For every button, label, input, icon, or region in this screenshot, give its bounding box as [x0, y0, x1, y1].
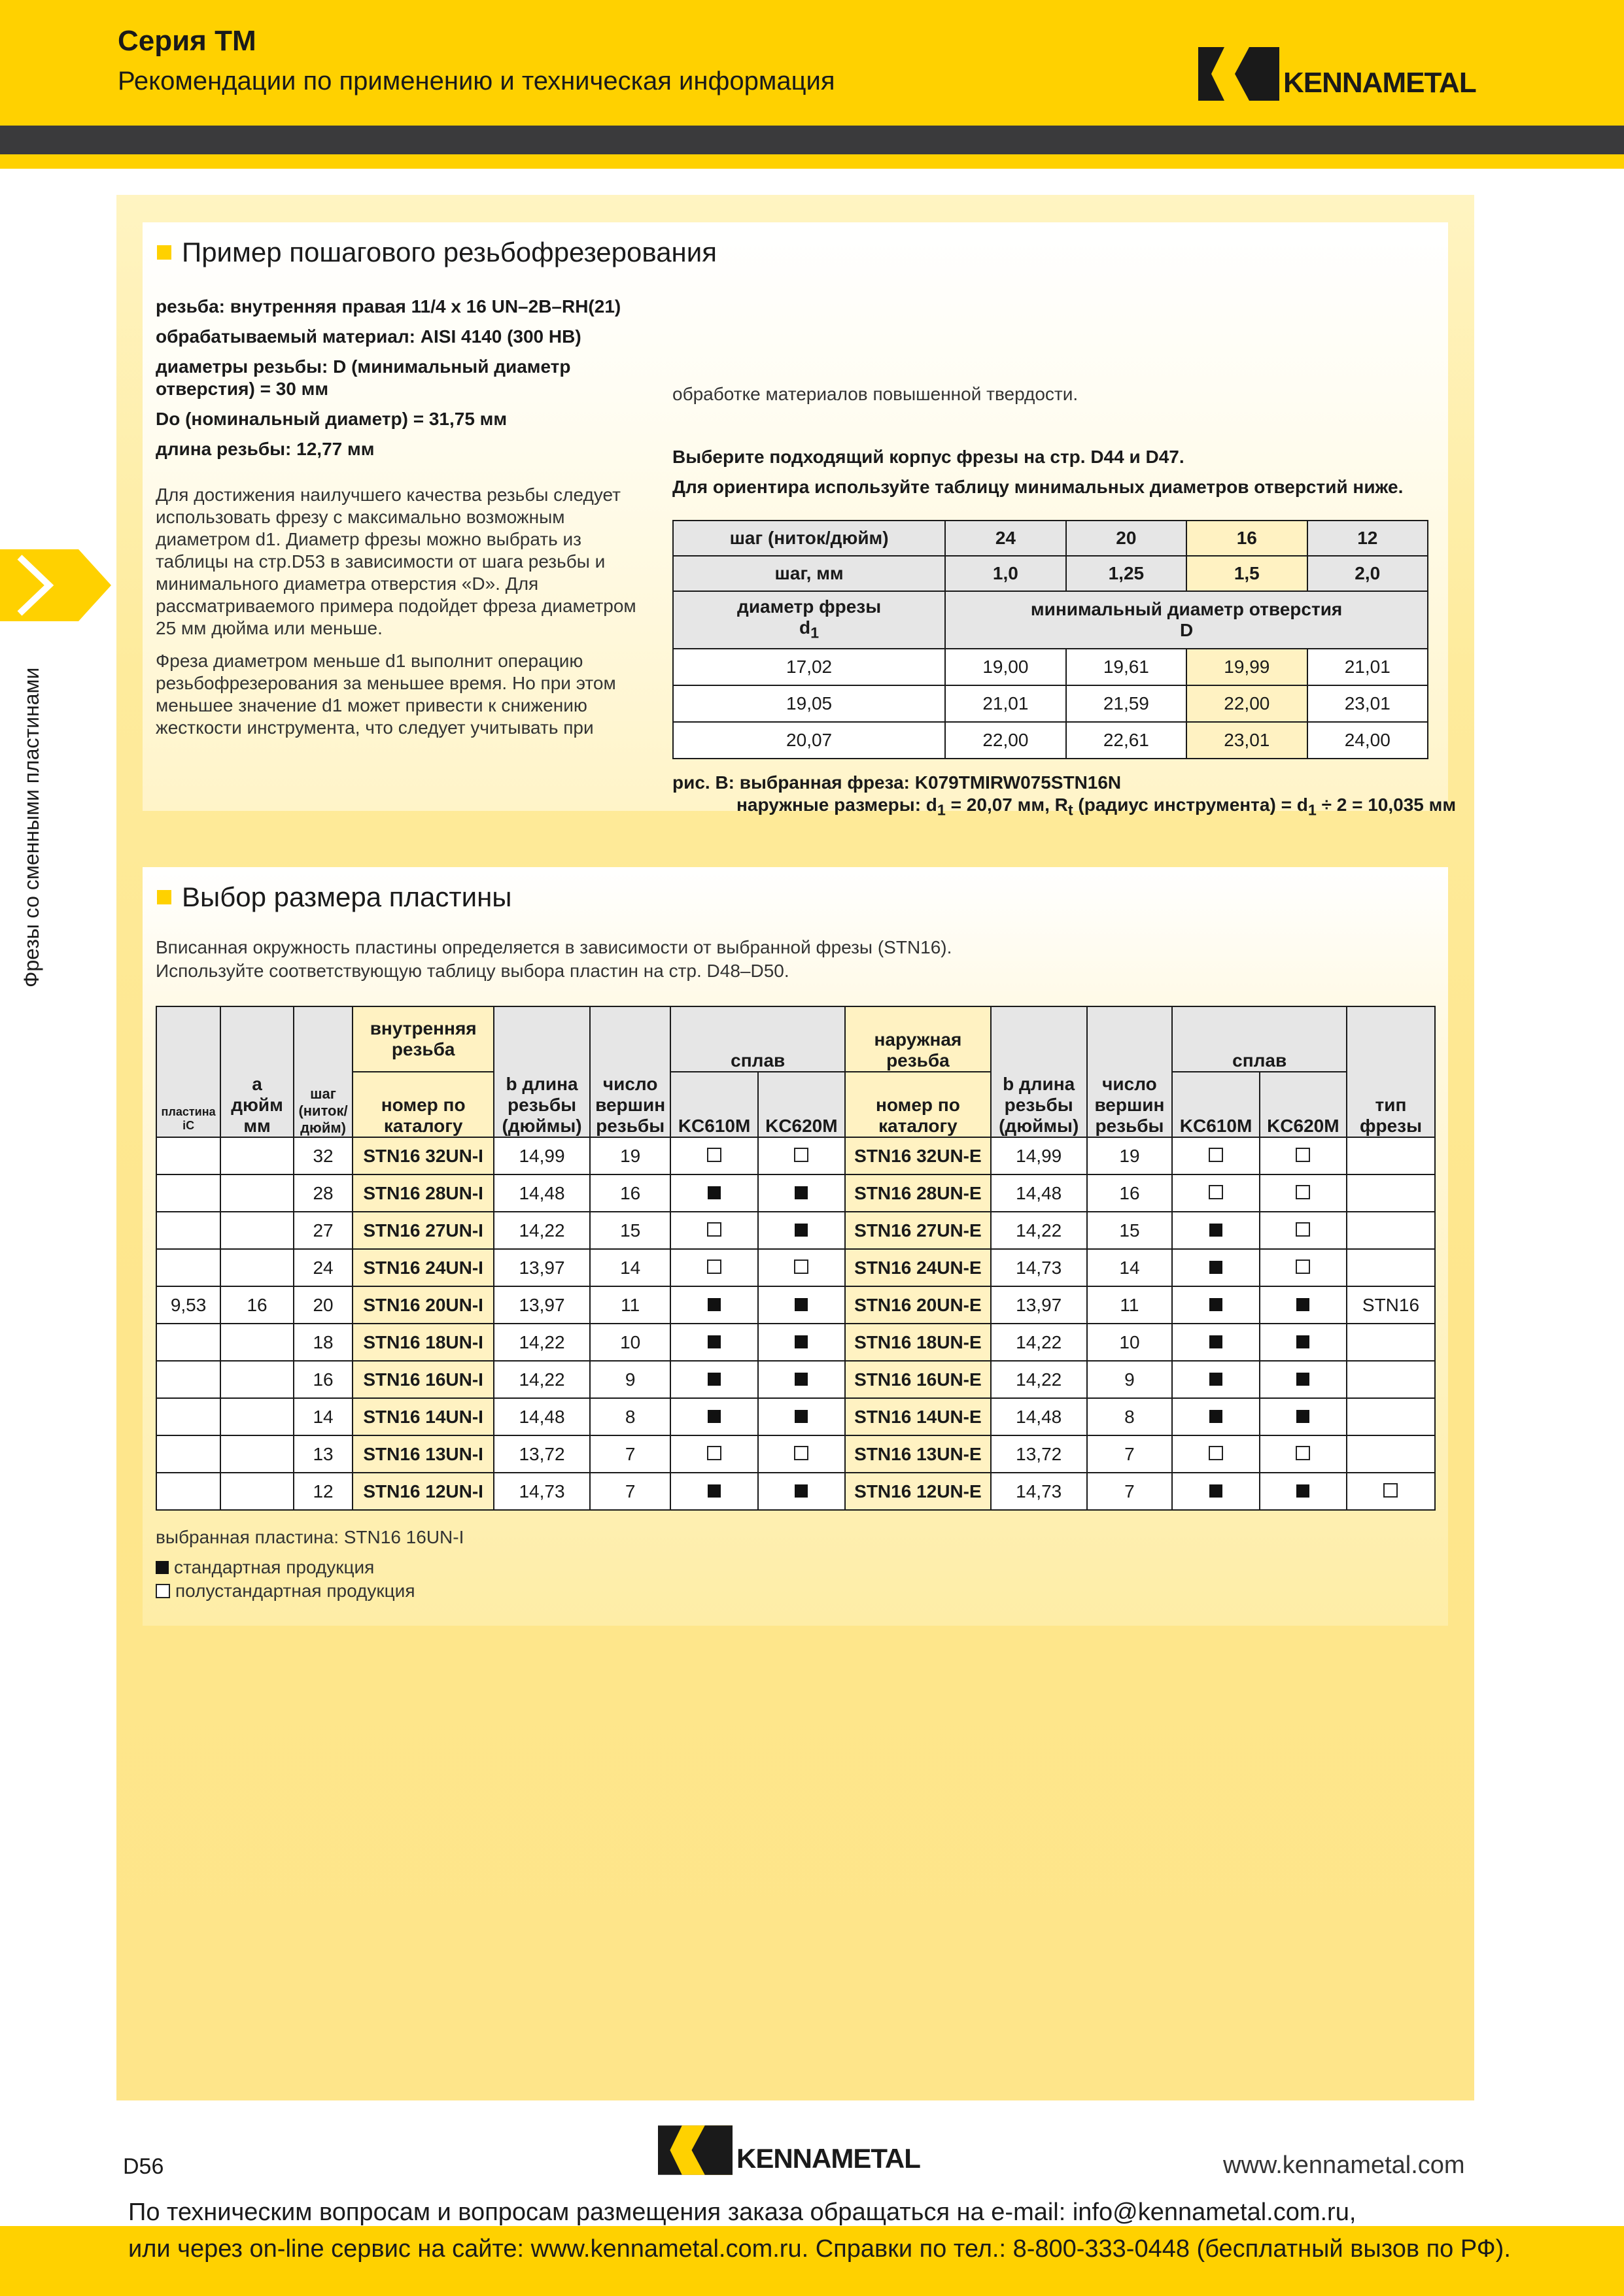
paragraph-2: Фреза диаметром меньше d1 выполнит операцию резьбофрезерования за меньшее время. Но при этом меньшее значение d1 может привести к снижению жесткости инструмента, что следует учитывать при	[156, 651, 616, 738]
cutter-type-cell	[1347, 1174, 1435, 1212]
internal-crests-cell: 8	[590, 1398, 671, 1435]
kennametal-k-icon	[658, 2125, 733, 2175]
external-b-cell: 14,73	[991, 1473, 1087, 1510]
external-catalog-cell: STN16 12UN-E	[845, 1473, 991, 1510]
open-square-icon	[1209, 1148, 1223, 1162]
internal-catalog-cell: STN16 18UN-I	[353, 1324, 494, 1361]
filled-square-icon	[156, 1561, 169, 1574]
hdr-internal: внутренняя резьба	[353, 1006, 494, 1072]
hdr-pitch: шаг, мм	[673, 556, 945, 591]
filled-square-icon	[795, 1224, 808, 1237]
cutter-type-cell	[1347, 1249, 1435, 1286]
instruction-1: Выберите подходящий корпус фрезы на стр. D44 и D47.	[672, 447, 1184, 467]
a-cell	[220, 1137, 294, 1174]
website-link[interactable]: www.kennametal.com	[1223, 2151, 1465, 2179]
kennametal-k-icon	[1198, 47, 1279, 101]
table-row	[156, 1473, 1435, 1510]
hdr-kc620-external: KC620M	[1260, 1072, 1347, 1137]
ic-cell	[156, 1398, 220, 1435]
spec-material: обрабатываемый материал: AISI 4140 (300 HB)	[156, 326, 581, 347]
internal-kc610-cell	[670, 1473, 757, 1510]
internal-crests-cell: 10	[590, 1324, 671, 1361]
external-b-cell: 14,22	[991, 1324, 1087, 1361]
min-hole-table	[672, 520, 1428, 759]
tpi-20: 20	[1066, 521, 1186, 556]
external-catalog-cell: STN16 28UN-E	[845, 1174, 991, 1212]
value-cell: 19,00	[945, 649, 1065, 685]
external-catalog-cell: STN16 27UN-E	[845, 1212, 991, 1249]
open-square-icon	[794, 1259, 808, 1274]
external-b-cell: 14,48	[991, 1398, 1087, 1435]
internal-catalog-cell: STN16 27UN-I	[353, 1212, 494, 1249]
external-kc620-cell	[1260, 1324, 1347, 1361]
internal-catalog-cell: STN16 16UN-I	[353, 1361, 494, 1398]
internal-kc610-cell	[670, 1249, 757, 1286]
cutter-type-cell	[1347, 1361, 1435, 1398]
hdr-tpi: шаг (ниток/ дюйм)	[294, 1006, 353, 1137]
open-square-icon	[1209, 1185, 1223, 1199]
open-square-icon	[1383, 1483, 1398, 1498]
internal-crests-cell: 7	[590, 1435, 671, 1473]
ic-cell	[156, 1212, 220, 1249]
open-square-icon	[707, 1446, 721, 1460]
hdr-catalog-internal: номер по каталогу	[353, 1072, 494, 1137]
page-number: D56	[123, 2154, 164, 2179]
yellow-square-icon	[157, 245, 171, 260]
filled-square-icon	[795, 1373, 808, 1386]
external-b-cell: 14,22	[991, 1361, 1087, 1398]
footer-brand-wordmark: KENNAMETAL	[736, 2143, 920, 2174]
external-kc620-cell	[1260, 1435, 1347, 1473]
instruction-2: Для ориентира используйте таблицу минимальных диаметров отверстий ниже.	[672, 477, 1404, 497]
table-row	[156, 1398, 1435, 1435]
external-b-cell: 14,22	[991, 1212, 1087, 1249]
open-square-icon	[707, 1148, 721, 1162]
open-square-icon	[794, 1148, 808, 1162]
filled-square-icon	[795, 1335, 808, 1348]
external-crests-cell: 7	[1087, 1473, 1173, 1510]
internal-b-cell: 14,99	[494, 1137, 590, 1174]
filled-square-icon	[1296, 1298, 1309, 1311]
hdr-cutter-text: диаметр фрезы	[737, 596, 882, 617]
tpi-24: 24	[945, 521, 1065, 556]
external-b-cell: 14,99	[991, 1137, 1087, 1174]
a-cell	[220, 1473, 294, 1510]
internal-b-cell: 13,97	[494, 1249, 590, 1286]
header-thin-bar	[0, 154, 1624, 169]
caption2-c: (радиус инструмента) = d	[1073, 795, 1308, 815]
internal-b-cell: 13,72	[494, 1435, 590, 1473]
pitch-1: 1,0	[945, 556, 1065, 591]
caption2-a: наружные размеры: d	[736, 795, 937, 815]
external-kc620-cell	[1260, 1473, 1347, 1510]
internal-kc620-cell	[758, 1361, 845, 1398]
open-square-icon	[1296, 1185, 1310, 1199]
external-crests-cell: 11	[1087, 1286, 1173, 1324]
value-cell: 21,01	[945, 685, 1065, 722]
paragraph-2-continued: обработке материалов повышенной твердости.	[672, 384, 1079, 404]
a-cell	[220, 1249, 294, 1286]
side-tab-label: Фрезы со сменными пластинами	[20, 667, 43, 987]
page-title: Серия TM	[118, 25, 256, 57]
open-square-icon	[1209, 1446, 1223, 1460]
hdr-kc610-internal: KC610M	[670, 1072, 757, 1137]
a-cell	[220, 1324, 294, 1361]
tpi-cell: 24	[294, 1249, 353, 1286]
external-kc620-cell	[1260, 1361, 1347, 1398]
internal-crests-cell: 7	[590, 1473, 671, 1510]
a-cell	[220, 1435, 294, 1473]
internal-kc620-cell	[758, 1324, 845, 1361]
external-crests-cell: 14	[1087, 1249, 1173, 1286]
external-catalog-cell: STN16 20UN-E	[845, 1286, 991, 1324]
internal-kc610-cell	[670, 1435, 757, 1473]
a-cell	[220, 1398, 294, 1435]
ic-cell: 9,53	[156, 1286, 220, 1324]
internal-kc620-cell	[758, 1212, 845, 1249]
table-row	[156, 1435, 1435, 1473]
filled-square-icon	[708, 1335, 721, 1348]
table-row	[156, 1137, 1435, 1174]
tpi-cell: 27	[294, 1212, 353, 1249]
filled-square-icon	[1209, 1373, 1222, 1386]
internal-kc610-cell	[670, 1324, 757, 1361]
filled-square-icon	[708, 1186, 721, 1199]
value-cell: 21,59	[1066, 685, 1186, 722]
d1-cell: 20,07	[673, 722, 945, 759]
external-kc620-cell	[1260, 1174, 1347, 1212]
open-square-icon	[707, 1222, 721, 1237]
ic-cell	[156, 1137, 220, 1174]
section2-intro-1: Вписанная окружность пластины определяется в зависимости от выбранной фрезы (STN16).	[156, 937, 952, 957]
section2-intro-2: Используйте соответствующую таблицу выбора пластин на стр. D48–D50.	[156, 961, 789, 981]
hdr-cutter-sym: d	[799, 617, 811, 638]
value-cell: 21,01	[1307, 649, 1428, 685]
figure-caption-2	[736, 794, 1456, 821]
open-square-icon	[1296, 1148, 1310, 1162]
cutter-type-cell	[1347, 1435, 1435, 1473]
external-crests-cell: 19	[1087, 1137, 1173, 1174]
internal-kc620-cell	[758, 1435, 845, 1473]
filled-square-icon	[1296, 1373, 1309, 1386]
cutter-type-cell	[1347, 1473, 1435, 1510]
external-kc610-cell	[1172, 1473, 1259, 1510]
internal-catalog-cell: STN16 12UN-I	[353, 1473, 494, 1510]
filled-square-icon	[708, 1373, 721, 1386]
hdr-kc610-external: KC610M	[1172, 1072, 1259, 1137]
internal-catalog-cell: STN16 32UN-I	[353, 1137, 494, 1174]
ic-cell	[156, 1435, 220, 1473]
hdr-cutter-dia	[673, 591, 945, 649]
caption2-d: ÷ 2 = 10,035 мм	[1316, 795, 1457, 815]
figure-caption-1: рис. B: выбранная фреза: K079TMIRW075STN16N	[672, 772, 1122, 793]
section1-title-text: Пример пошагового резьбофрезерования	[182, 237, 717, 267]
hdr-crests-internal: число вершин резьбы	[590, 1006, 671, 1137]
tpi-cell: 28	[294, 1174, 353, 1212]
internal-catalog-cell: STN16 13UN-I	[353, 1435, 494, 1473]
external-catalog-cell: STN16 32UN-E	[845, 1137, 991, 1174]
tpi-cell: 13	[294, 1435, 353, 1473]
filled-square-icon	[708, 1298, 721, 1311]
value-cell: 19,99	[1186, 649, 1307, 685]
external-kc610-cell	[1172, 1286, 1259, 1324]
spec-diameters: диаметры резьбы: D (минимальный диаметр отверстия) = 30 мм	[156, 356, 571, 399]
internal-kc610-cell	[670, 1398, 757, 1435]
value-cell: 23,01	[1186, 722, 1307, 759]
internal-crests-cell: 15	[590, 1212, 671, 1249]
external-kc620-cell	[1260, 1212, 1347, 1249]
tpi-cell: 12	[294, 1473, 353, 1510]
internal-kc620-cell	[758, 1174, 845, 1212]
filled-square-icon	[1209, 1298, 1222, 1311]
cutter-type-cell	[1347, 1212, 1435, 1249]
legend-semistandard	[156, 1580, 415, 1602]
ic-cell	[156, 1361, 220, 1398]
filled-square-icon	[795, 1186, 808, 1199]
filled-square-icon	[1209, 1261, 1222, 1274]
internal-kc620-cell	[758, 1249, 845, 1286]
section2-title	[157, 882, 511, 913]
internal-catalog-cell: STN16 24UN-I	[353, 1249, 494, 1286]
external-crests-cell: 8	[1087, 1398, 1173, 1435]
hdr-tpi: шаг (ниток/дюйм)	[673, 521, 945, 556]
external-kc620-cell	[1260, 1286, 1347, 1324]
internal-catalog-cell: STN16 14UN-I	[353, 1398, 494, 1435]
filled-square-icon	[1209, 1484, 1222, 1498]
table-row	[673, 649, 1428, 685]
hdr-min-dia	[945, 591, 1428, 649]
internal-catalog-cell: STN16 28UN-I	[353, 1174, 494, 1212]
filled-square-icon	[708, 1484, 721, 1498]
hdr-catalog-external: номер по каталогу	[845, 1072, 991, 1137]
tpi-cell: 32	[294, 1137, 353, 1174]
filled-square-icon	[795, 1484, 808, 1498]
brand-wordmark: KENNAMETAL	[1283, 67, 1476, 99]
tpi-cell: 18	[294, 1324, 353, 1361]
cutter-type-cell	[1347, 1137, 1435, 1174]
hdr-alloy-external: сплав	[1172, 1006, 1347, 1072]
value-cell: 19,61	[1066, 649, 1186, 685]
external-b-cell: 14,48	[991, 1174, 1087, 1212]
internal-kc620-cell	[758, 1137, 845, 1174]
open-square-icon	[1296, 1222, 1310, 1237]
filled-square-icon	[1209, 1410, 1222, 1423]
value-cell: 22,00	[1186, 685, 1307, 722]
caption2-sub1: 1	[937, 801, 946, 819]
internal-crests-cell: 19	[590, 1137, 671, 1174]
page-subtitle: Рекомендации по применению и техническая информация	[118, 67, 835, 95]
external-kc610-cell	[1172, 1137, 1259, 1174]
external-catalog-cell: STN16 24UN-E	[845, 1249, 991, 1286]
d1-cell: 19,05	[673, 685, 945, 722]
internal-b-cell: 14,22	[494, 1212, 590, 1249]
legend-standard	[156, 1556, 374, 1579]
section2-title-text: Выбор размера пластины	[182, 882, 512, 912]
external-b-cell: 13,72	[991, 1435, 1087, 1473]
internal-crests-cell: 11	[590, 1286, 671, 1324]
legend-standard-label: стандартная продукция	[174, 1557, 375, 1577]
hdr-external: наружная резьба	[845, 1006, 991, 1072]
brand-logo	[1198, 47, 1476, 101]
filled-square-icon	[1296, 1484, 1309, 1498]
pitch-3: 1,5	[1186, 556, 1307, 591]
internal-crests-cell: 14	[590, 1249, 671, 1286]
internal-kc620-cell	[758, 1473, 845, 1510]
filled-square-icon	[1209, 1335, 1222, 1348]
internal-catalog-cell: STN16 20UN-I	[353, 1286, 494, 1324]
hdr-b-external: b длина резьбы (дюймы)	[991, 1006, 1087, 1137]
hdr-min-sym: D	[1179, 620, 1194, 640]
footer-brand-logo	[658, 2125, 920, 2175]
external-b-cell: 13,97	[991, 1286, 1087, 1324]
hdr-ic: пластина iC	[156, 1006, 220, 1137]
external-catalog-cell: STN16 14UN-E	[845, 1398, 991, 1435]
external-b-cell: 14,73	[991, 1249, 1087, 1286]
value-cell: 23,01	[1307, 685, 1428, 722]
external-catalog-cell: STN16 18UN-E	[845, 1324, 991, 1361]
value-cell: 22,61	[1066, 722, 1186, 759]
header-dark-bar	[0, 126, 1624, 154]
spec-nominal: Do (номинальный диаметр) = 31,75 мм	[156, 409, 508, 429]
footer-contact-line-1: По техническим вопросам и вопросам размещения заказа обращаться на e-mail: info@kennametal.com.ru,	[128, 2199, 1356, 2226]
a-cell	[220, 1212, 294, 1249]
table-row	[156, 1212, 1435, 1249]
external-catalog-cell: STN16 16UN-E	[845, 1361, 991, 1398]
internal-kc620-cell	[758, 1398, 845, 1435]
a-cell: 16	[220, 1286, 294, 1324]
legend-semistandard-label: полустандартная продукция	[175, 1581, 415, 1601]
external-crests-cell: 9	[1087, 1361, 1173, 1398]
tpi-cell: 16	[294, 1361, 353, 1398]
external-crests-cell: 16	[1087, 1174, 1173, 1212]
spec-list	[156, 296, 653, 460]
ic-cell	[156, 1174, 220, 1212]
table-row	[673, 722, 1428, 759]
external-kc610-cell	[1172, 1249, 1259, 1286]
ic-cell	[156, 1324, 220, 1361]
internal-kc610-cell	[670, 1286, 757, 1324]
table-row	[156, 1324, 1435, 1361]
pitch-4: 2,0	[1307, 556, 1428, 591]
external-kc610-cell	[1172, 1174, 1259, 1212]
external-kc610-cell	[1172, 1324, 1259, 1361]
internal-b-cell: 13,97	[494, 1286, 590, 1324]
tpi-cell: 20	[294, 1286, 353, 1324]
internal-kc610-cell	[670, 1212, 757, 1249]
filled-square-icon	[1296, 1410, 1309, 1423]
external-crests-cell: 15	[1087, 1212, 1173, 1249]
external-kc610-cell	[1172, 1398, 1259, 1435]
table-row	[673, 685, 1428, 722]
external-catalog-cell: STN16 13UN-E	[845, 1435, 991, 1473]
internal-b-cell: 14,22	[494, 1361, 590, 1398]
section1-title	[157, 237, 717, 268]
pitch-2: 1,25	[1066, 556, 1186, 591]
internal-kc610-cell	[670, 1361, 757, 1398]
cutter-type-cell: STN16	[1347, 1286, 1435, 1324]
filled-square-icon	[1209, 1224, 1222, 1237]
hdr-kc620-internal: KC620M	[758, 1072, 845, 1137]
external-kc610-cell	[1172, 1212, 1259, 1249]
hdr-cutter-sub: 1	[810, 624, 820, 642]
filled-square-icon	[795, 1410, 808, 1423]
internal-kc620-cell	[758, 1286, 845, 1324]
internal-crests-cell: 9	[590, 1361, 671, 1398]
spec-length: длина резьбы: 12,77 мм	[156, 439, 375, 459]
open-square-icon	[1296, 1446, 1310, 1460]
ic-cell	[156, 1249, 220, 1286]
tpi-cell: 14	[294, 1398, 353, 1435]
hdr-crests-external: число вершин резьбы	[1087, 1006, 1173, 1137]
external-kc610-cell	[1172, 1361, 1259, 1398]
external-crests-cell: 10	[1087, 1324, 1173, 1361]
chevron-arrow-icon	[0, 549, 111, 621]
table-row	[156, 1361, 1435, 1398]
internal-b-cell: 14,73	[494, 1473, 590, 1510]
table-row	[156, 1174, 1435, 1212]
hdr-b-internal: b длина резьбы (дюймы)	[494, 1006, 590, 1137]
internal-crests-cell: 16	[590, 1174, 671, 1212]
open-square-icon	[156, 1584, 170, 1598]
hdr-cutter-type: тип фрезы	[1347, 1006, 1435, 1137]
tpi-16: 16	[1186, 521, 1307, 556]
table-row	[156, 1286, 1435, 1324]
internal-kc610-cell	[670, 1137, 757, 1174]
filled-square-icon	[708, 1410, 721, 1423]
hdr-a: a дюйм мм	[220, 1006, 294, 1137]
a-cell	[220, 1174, 294, 1212]
external-kc620-cell	[1260, 1398, 1347, 1435]
cutter-type-cell	[1347, 1324, 1435, 1361]
a-cell	[220, 1361, 294, 1398]
tpi-12: 12	[1307, 521, 1428, 556]
internal-b-cell: 14,48	[494, 1398, 590, 1435]
insert-table	[156, 1006, 1436, 1511]
filled-square-icon	[795, 1298, 808, 1311]
table-row	[156, 1249, 1435, 1286]
ic-cell	[156, 1473, 220, 1510]
caption2-sub2: t	[1067, 801, 1073, 819]
internal-kc610-cell	[670, 1174, 757, 1212]
external-kc620-cell	[1260, 1137, 1347, 1174]
open-square-icon	[1296, 1259, 1310, 1274]
yellow-square-icon	[157, 890, 171, 904]
open-square-icon	[707, 1259, 721, 1274]
spec-thread: резьба: внутренняя правая 11/4 x 16 UN–2B–RH(21)	[156, 296, 621, 317]
external-kc610-cell	[1172, 1435, 1259, 1473]
hdr-alloy-internal: сплав	[670, 1006, 845, 1072]
paragraph-1: Для достижения наилучшего качества резьбы следует использовать фрезу с максимально возможным диаметром d1. Диаметр фрезы можно выбрать из таблицы на стр.D53 в зависимости от шага резьбы и минимального диаметра отверстия «D». Для рассматриваемого примера подойдет фреза диаметром 25 мм дюйма или меньше.	[156, 485, 636, 638]
selected-insert: выбранная пластина: STN16 16UN-I	[156, 1527, 464, 1547]
caption2-sub3: 1	[1307, 801, 1317, 819]
external-crests-cell: 7	[1087, 1435, 1173, 1473]
internal-b-cell: 14,22	[494, 1324, 590, 1361]
cutter-type-cell	[1347, 1398, 1435, 1435]
external-kc620-cell	[1260, 1249, 1347, 1286]
d1-cell: 17,02	[673, 649, 945, 685]
hdr-min-text: минимальный диаметр отверстия	[1030, 599, 1343, 619]
caption2-b: = 20,07 мм, R	[945, 795, 1068, 815]
footer-contact-line-2: или через on-line сервис на сайте: www.kennametal.com.ru. Справки по тел.: 8-800-333-0448 (бесплатный вызов по РФ).	[128, 2235, 1511, 2263]
internal-b-cell: 14,48	[494, 1174, 590, 1212]
open-square-icon	[794, 1446, 808, 1460]
value-cell: 24,00	[1307, 722, 1428, 759]
filled-square-icon	[1296, 1335, 1309, 1348]
value-cell: 22,00	[945, 722, 1065, 759]
